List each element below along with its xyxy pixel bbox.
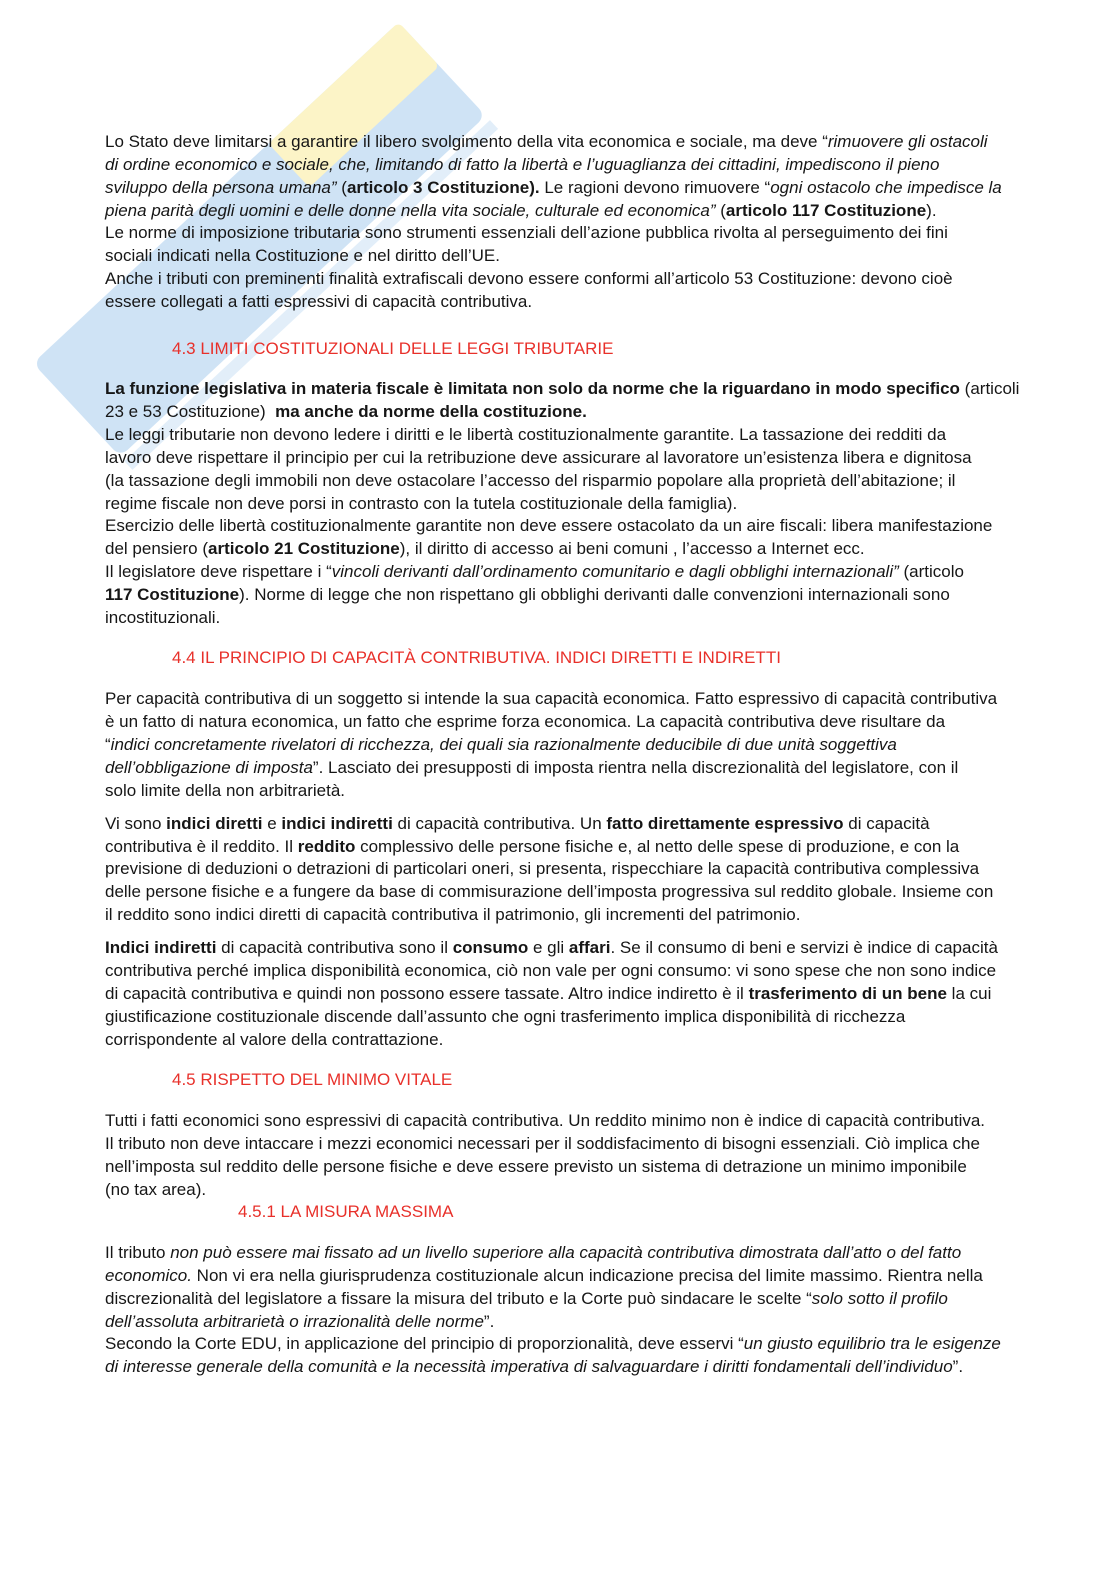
text-line — [105, 561, 1105, 584]
bold-text: La funzione legislativa in materia fiscale è limitata non solo da norme che la riguardano in modo specifico — [105, 379, 960, 399]
bold-text: affari — [568, 938, 611, 958]
text-run: Il tributo — [105, 1243, 171, 1263]
text-line — [105, 1029, 1105, 1052]
bold-text: ma anche da norme della costituzione. — [275, 402, 587, 422]
text-line — [105, 584, 1105, 607]
text-line — [105, 1006, 1105, 1029]
text-line — [105, 154, 1105, 177]
text-run: (articolo — [898, 562, 964, 582]
text-line — [105, 1179, 1105, 1202]
text-line — [105, 378, 1105, 401]
text-line — [105, 245, 1105, 268]
paragraph — [105, 378, 1105, 629]
text-line — [105, 470, 1105, 493]
text-line — [105, 983, 1105, 1006]
text-line — [105, 836, 1105, 859]
text-line — [105, 1333, 1105, 1356]
text-line — [105, 734, 1105, 757]
text-run: e — [262, 813, 282, 833]
text-run: Anche i tributi con preminenti finalità extrafiscali devono essere conformi all’articolo 53 Costituzione: devono cioè — [105, 269, 953, 289]
text-line — [105, 1110, 1105, 1133]
text-run: Le norme di imposizione tributaria sono strumenti essenziali dell’azione pubblica rivolta al perseguimento dei fini — [105, 223, 948, 243]
text-line — [105, 937, 1105, 960]
text-run: lavoro deve rispettare il principio per cui la retribuzione deve assicurare al lavoratore un’esistenza libera e dignitosa — [105, 447, 972, 467]
text-run: di capacità — [843, 813, 930, 833]
document-content — [105, 131, 1105, 1389]
text-run: contributiva perché implica disponibilità economica, ciò non vale per ogni consumo: vi sono spese che non sono indice — [105, 960, 997, 980]
italic-text: sviluppo della persona umana” — [105, 177, 337, 197]
text-line — [105, 424, 1105, 447]
text-line — [105, 515, 1105, 538]
text-line — [105, 1242, 1105, 1265]
text-run: ). Norme di legge che non rispettano gli obblighi derivanti dalle convenzioni internazionali sono — [239, 584, 950, 604]
text-line — [105, 607, 1105, 630]
italic-text: non può essere mai fissato ad un livello superiore alla capacità contributiva dimostrata dall’atto o del fatto — [170, 1243, 962, 1263]
text-line — [105, 177, 1105, 200]
text-run: ), il diritto di accesso ai beni comuni , l’accesso a Internet ecc. — [399, 539, 865, 559]
text-run: è un fatto di natura economica, un fatto che esprime forza economica. La capacità contributiva deve risultare da — [105, 712, 946, 732]
italic-text: economico. — [105, 1265, 192, 1285]
italic-text: rimuovere gli ostacoli — [827, 132, 988, 151]
text-run: ”. — [483, 1311, 495, 1331]
text-line — [105, 493, 1105, 516]
subsection-heading: 4.5.1 LA MISURA MASSIMA — [238, 1202, 454, 1222]
text-run: (articoli — [959, 379, 1020, 399]
text-run: previsione di deduzioni o detrazioni di particolari oneri, si presenta, rispecchiare la capacità contributiva complessiva — [105, 859, 980, 879]
text-run: corrispondente al valore della contrattazione. — [105, 1029, 444, 1049]
text-line — [105, 1265, 1105, 1288]
text-run: la cui — [946, 983, 992, 1003]
text-line — [105, 538, 1105, 561]
text-run: nell’imposta sul reddito delle persone fisiche e deve essere previsto un sistema di detrazione un minimo imponibile — [105, 1156, 967, 1176]
text-line — [105, 960, 1105, 983]
text-run: ”. — [952, 1357, 964, 1377]
text-line — [105, 757, 1105, 780]
text-line — [105, 711, 1105, 734]
text-run: Tutti i fatti economici sono espressivi di capacità contributiva. Un reddito minimo non è indice di capacità contributiva. — [105, 1110, 986, 1130]
paragraph — [105, 688, 1105, 802]
text-run: Le ragioni devono rimuovere “ — [539, 177, 771, 197]
italic-text: vincoli derivanti dall’ordinamento comunitario e dagli obblighi internazionali” — [331, 562, 899, 582]
italic-text: piena parità degli uomini e delle donne nella vita sociale, culturale ed economica” — [105, 200, 716, 220]
text-line — [105, 688, 1105, 711]
text-run: di capacità contributiva. Un — [392, 813, 607, 833]
text-line — [105, 1133, 1105, 1156]
paragraph — [105, 937, 1105, 1051]
paragraph — [105, 1110, 1105, 1201]
bold-text: articolo 117 Costituzione — [725, 200, 927, 220]
text-line — [105, 904, 1105, 927]
italic-text: di interesse generale della comunità e la necessità imperativa di salvaguardare i diritti fondamentali dell’individuo — [105, 1357, 953, 1377]
text-line — [105, 401, 1105, 424]
paragraph — [105, 813, 1105, 927]
bold-text: Indici indiretti — [105, 938, 217, 958]
text-line — [105, 291, 1105, 314]
text-run: Le leggi tributarie non devono ledere i diritti e le libertà costituzionalmente garantite. La tassazione dei redditi da — [105, 424, 947, 444]
text-run: Il tributo non deve intaccare i mezzi economici necessari per il soddisfacimento di bisogni essenziali. Ciò implica che — [105, 1133, 980, 1153]
text-line — [105, 1156, 1105, 1179]
text-line — [105, 222, 1105, 245]
bold-text: consumo — [452, 938, 529, 958]
text-run: il reddito sono indici diretti di capacità contributiva il patrimonio, gli incrementi del patrimonio. — [105, 905, 801, 925]
text-line — [105, 1356, 1105, 1379]
paragraph — [105, 1242, 1105, 1379]
bold-text: articolo 3 Costituzione). — [346, 177, 540, 197]
text-line — [105, 881, 1105, 904]
text-line — [105, 200, 1105, 223]
text-run: complessivo delle persone fisiche e, al netto delle spese di produzione, e con la — [355, 836, 960, 856]
text-run: Per capacità contributiva di un soggetto si intende la sua capacità economica. Fatto espressivo di capacità contributiva — [105, 689, 998, 709]
text-line — [105, 447, 1105, 470]
text-line — [105, 813, 1105, 836]
text-line — [105, 268, 1105, 291]
text-run: ( — [336, 177, 347, 197]
italic-text: ogni ostacolo che impedisce la — [770, 177, 1002, 197]
bold-text: fatto direttamente espressivo — [606, 813, 844, 833]
italic-text: solo sotto il profilo — [811, 1288, 948, 1308]
text-line — [105, 131, 1105, 154]
text-run: 23 e 53 Costituzione) — [105, 402, 276, 422]
text-run: giustificazione costituzionale discende dall’assunto che ogni trasferimento implica disponibilità di ricchezza — [105, 1006, 906, 1026]
text-run: Esercizio delle libertà costituzionalmente garantite non deve essere ostacolato da un aire fiscali: libera manifestazione — [105, 516, 993, 536]
bold-text: trasferimento di un bene — [748, 983, 947, 1003]
text-line — [105, 1288, 1105, 1311]
text-run: sociali indicati nella Costituzione e nel diritto dell’UE. — [105, 246, 500, 266]
text-run: Lo Stato deve limitarsi a garantire il libero svolgimento della vita economica e sociale, ma deve “ — [105, 132, 828, 151]
text-run: solo limite della non arbitrarietà. — [105, 780, 346, 800]
text-run: discrezionalità del legislatore a fissare la misura del tributo e la Corte può sindacare le scelte “ — [105, 1288, 812, 1308]
text-run: di capacità contributiva sono il — [216, 938, 453, 958]
text-run: delle persone fisiche e a fungere da base di commisurazione dell’imposta progressiva sul reddito globale. Insieme con — [105, 882, 994, 902]
text-line — [105, 780, 1105, 803]
text-run: essere collegati a fatti espressivi di capacità contributiva. — [105, 291, 533, 311]
text-line — [105, 858, 1105, 881]
bold-text: indici diretti — [166, 813, 263, 833]
text-run: Vi sono — [105, 813, 167, 833]
italic-text: un giusto equilibrio tra le esigenze — [743, 1334, 1001, 1354]
text-run: (no tax area). — [105, 1179, 207, 1199]
text-run: “ — [105, 734, 111, 754]
text-run: incostituzionali. — [105, 607, 221, 627]
text-run: contributiva è il reddito. Il — [105, 836, 298, 856]
text-line — [105, 1311, 1105, 1334]
italic-text: di ordine economico e sociale, che, limitando di fatto la libertà e l’uguaglianza dei cittadini, impediscono il pieno — [105, 154, 940, 174]
text-run: ”. Lasciato dei presupposti di imposta rientra nella discrezionalità del legislatore, con il — [312, 757, 959, 777]
italic-text: dell’obbligazione di imposta — [105, 757, 313, 777]
text-run: ( — [715, 200, 726, 220]
bold-text: articolo 21 Costituzione — [208, 539, 400, 559]
italic-text: indici concretamente rivelatori di ricchezza, dei quali sia razionalmente deducibile di due unità soggettiva — [110, 734, 897, 754]
text-run: Non vi era nella giurisprudenza costituzionale alcun indicazione precisa del limite massimo. Rientra nella — [191, 1265, 983, 1285]
paragraph — [105, 131, 1105, 314]
text-run: (la tassazione degli immobili non deve ostacolare l’accesso del risparmio popolare alla proprietà dell’abitazione; il — [105, 470, 956, 490]
bold-text: reddito — [297, 836, 356, 856]
text-run: del pensiero ( — [105, 539, 209, 559]
section-heading: 4.5 RISPETTO DEL MINIMO VITALE — [172, 1070, 453, 1090]
section-heading: 4.4 IL PRINCIPIO DI CAPACITÀ CONTRIBUTIVA. INDICI DIRETTI E INDIRETTI — [172, 648, 781, 668]
text-run: ). — [926, 200, 937, 220]
section-heading: 4.3 LIMITI COSTITUZIONALI DELLE LEGGI TRIBUTARIE — [172, 338, 614, 358]
italic-text: dell’assoluta arbitrarietà o irrazionalità delle norme — [105, 1311, 484, 1331]
text-run: Secondo la Corte EDU, in applicazione del principio di proporzionalità, deve esservi “ — [105, 1334, 744, 1354]
text-run: di capacità contributiva e quindi non possono essere tassate. Altro indice indiretto è il — [105, 983, 749, 1003]
text-run: e gli — [528, 938, 569, 958]
text-run: Il legislatore deve rispettare i “ — [105, 562, 332, 582]
bold-text: 117 Costituzione — [105, 584, 240, 604]
text-run: regime fiscale non deve porsi in contrasto con la tutela costituzionale della famiglia). — [105, 493, 738, 513]
bold-text: indici indiretti — [281, 813, 393, 833]
text-run: . Se il consumo di beni e servizi è indice di capacità — [610, 938, 998, 958]
